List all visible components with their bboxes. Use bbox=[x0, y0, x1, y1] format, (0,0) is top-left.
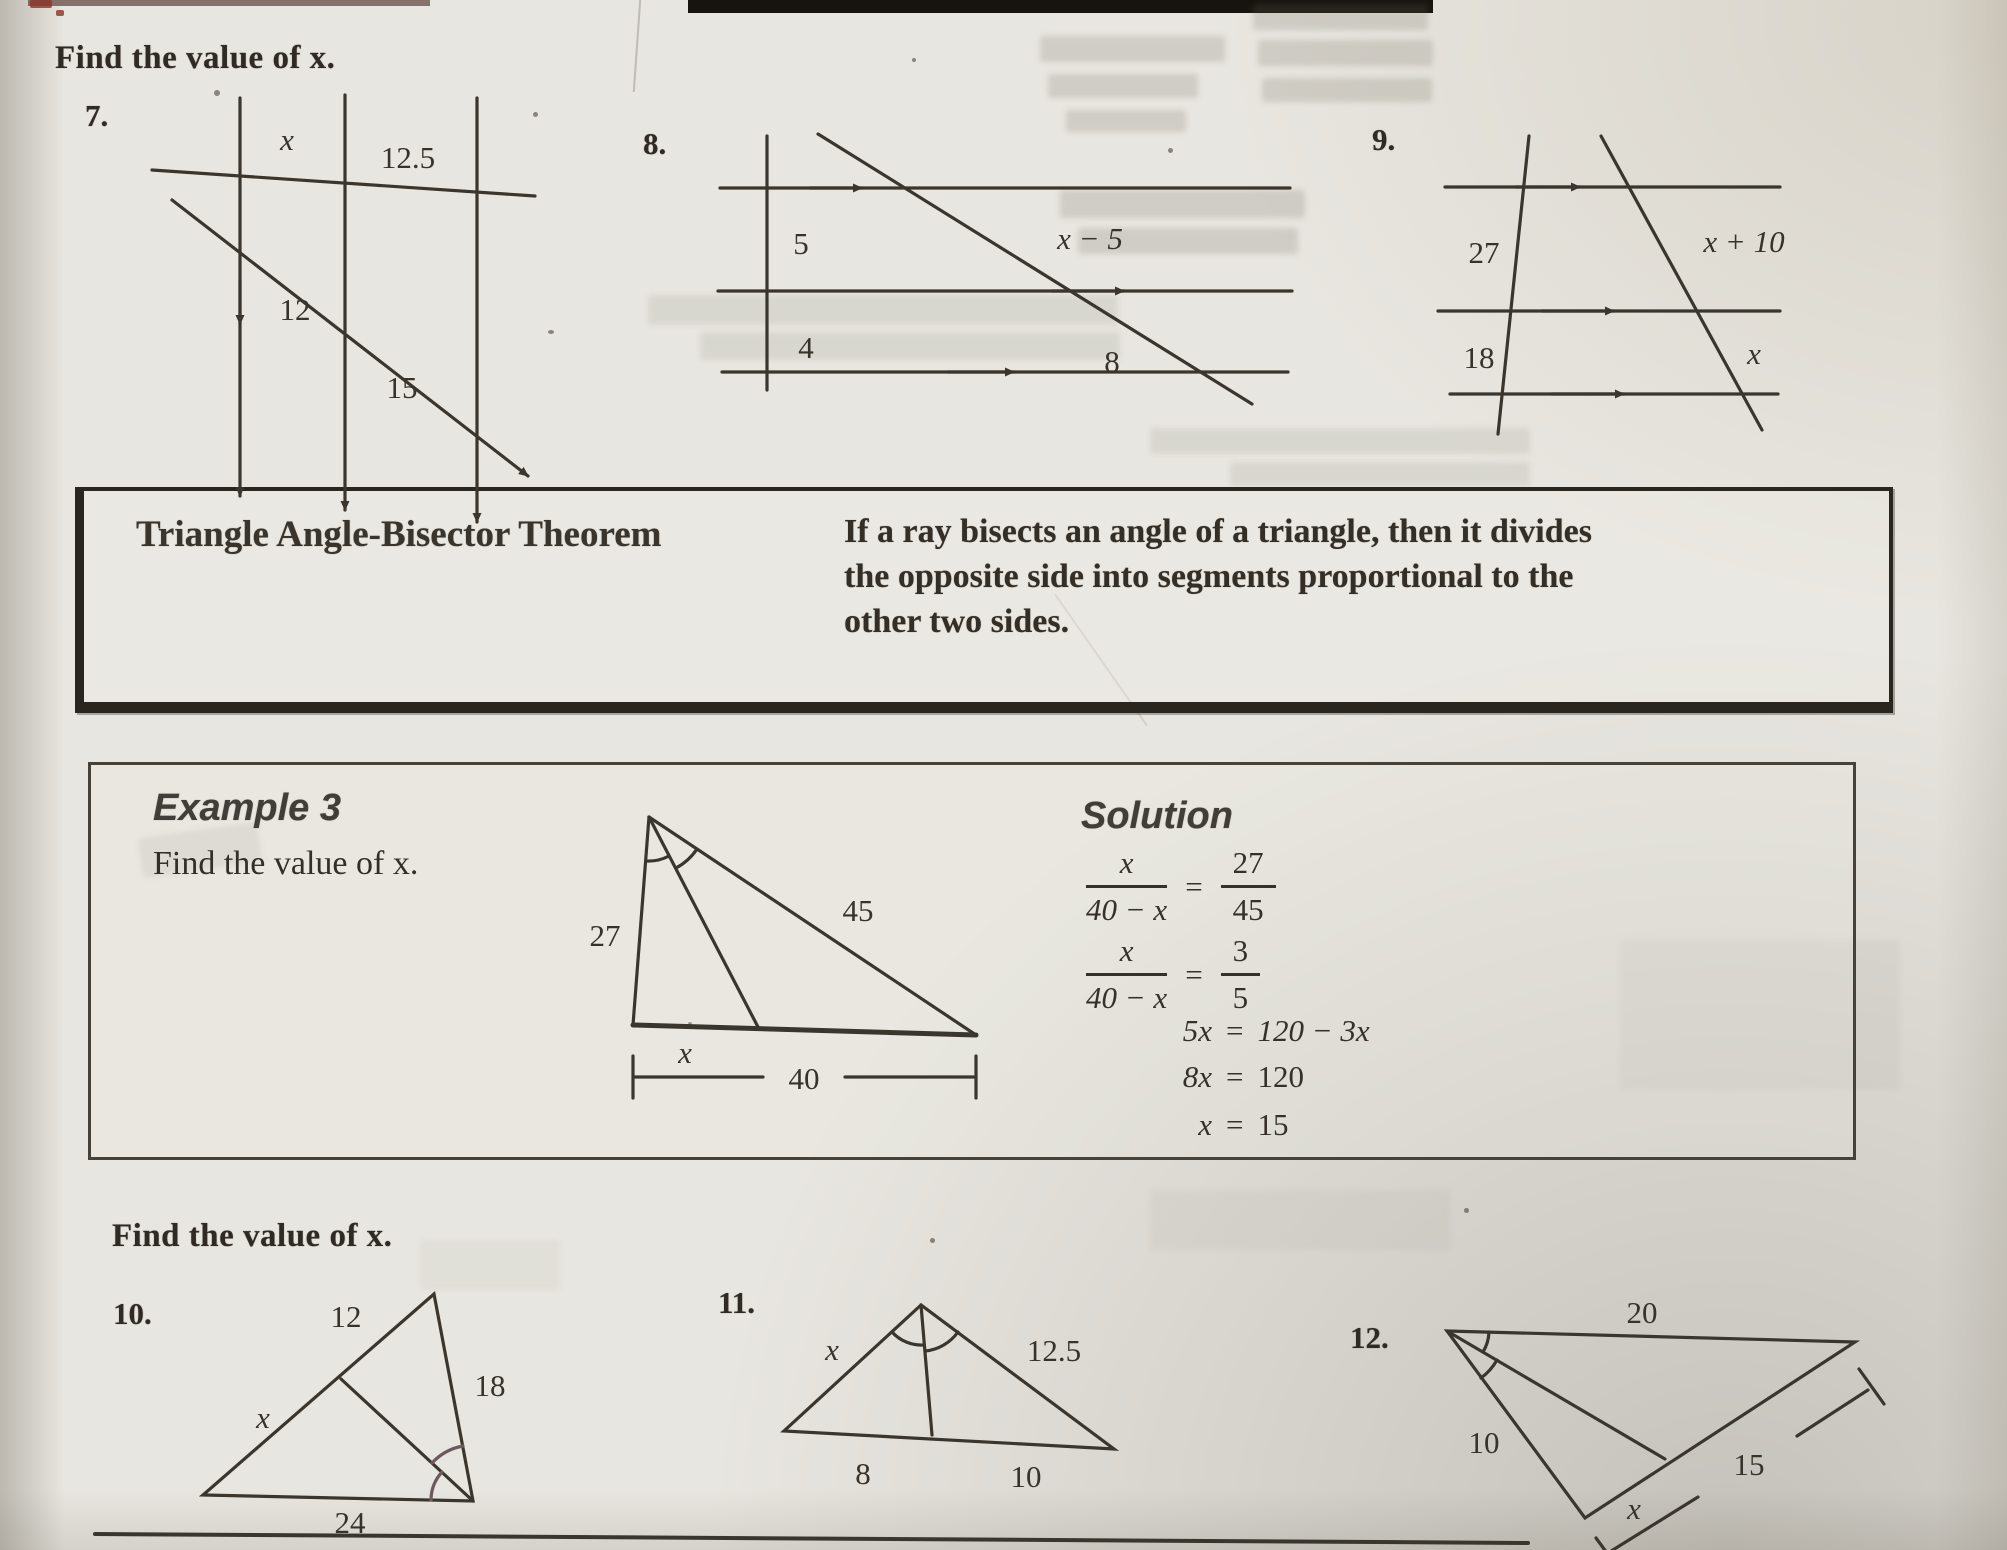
bleedthrough-text bbox=[1066, 110, 1186, 132]
p10-label-24: 24 bbox=[334, 1505, 366, 1540]
problem-12-diagram bbox=[1447, 1295, 1884, 1550]
p9-label-x: x bbox=[1747, 336, 1761, 371]
problem-11-number: 11. bbox=[718, 1285, 756, 1320]
p11-label-12-5: 12.5 bbox=[1026, 1333, 1082, 1368]
theorem-box bbox=[75, 487, 1893, 713]
scan-speck bbox=[30, 0, 52, 8]
p11-label-10: 10 bbox=[1010, 1459, 1042, 1494]
example-label-27: 27 bbox=[589, 918, 621, 953]
p7-label-x: x bbox=[280, 122, 294, 157]
ink-speck bbox=[214, 90, 220, 96]
transversal-line bbox=[152, 170, 535, 196]
problem-10-diagram bbox=[203, 1294, 506, 1540]
bleedthrough-text bbox=[1060, 190, 1305, 218]
ink-speck bbox=[1168, 148, 1173, 153]
triangle bbox=[1447, 1331, 1855, 1518]
p11-label-x: x bbox=[825, 1332, 839, 1367]
equation-rhs: 15 bbox=[1257, 1107, 1289, 1142]
p9-label-x-plus-10: x + 10 bbox=[1703, 224, 1785, 259]
equation-lhs: 8x bbox=[1182, 1059, 1212, 1094]
p12-label-20: 20 bbox=[1626, 1295, 1658, 1330]
bleedthrough-text bbox=[648, 295, 1118, 325]
theorem-title: Triangle Angle-Bisector Theorem bbox=[136, 514, 662, 555]
equals-sign: = bbox=[1185, 868, 1203, 904]
bleedthrough-text bbox=[1262, 78, 1432, 102]
scan-speck bbox=[56, 10, 64, 16]
fraction-numerator: x bbox=[1086, 933, 1167, 976]
solution-title: Solution bbox=[1081, 795, 1233, 837]
angle-arc bbox=[1481, 1360, 1497, 1378]
fraction-denominator: 40 − x bbox=[1086, 892, 1168, 927]
fraction-numerator: 27 bbox=[1221, 845, 1276, 888]
p7-label-15: 15 bbox=[386, 370, 418, 405]
equation-1 bbox=[1086, 845, 1276, 928]
equation-rhs: 120 − 3x bbox=[1257, 1013, 1370, 1048]
p9-label-18: 18 bbox=[1463, 340, 1495, 375]
p7-label-12: 12 bbox=[279, 292, 311, 327]
p8-label-5: 5 bbox=[793, 226, 809, 261]
ink-speck bbox=[1464, 1208, 1469, 1213]
bleedthrough-mark bbox=[1150, 1190, 1450, 1250]
fraction bbox=[1086, 933, 1167, 1016]
bleedthrough-text bbox=[1150, 428, 1530, 454]
equation-5 bbox=[1136, 1107, 1288, 1143]
angle-arc bbox=[925, 1332, 958, 1351]
bleedthrough-text bbox=[1040, 36, 1225, 62]
bleedthrough-text bbox=[1078, 228, 1298, 254]
problem-9-number: 9. bbox=[1372, 122, 1396, 157]
p12-label-10: 10 bbox=[1468, 1425, 1500, 1460]
example-box bbox=[88, 762, 1856, 1160]
theorem-line-2: the opposite side into segments proportional to the bbox=[844, 558, 1574, 595]
p10-label-12: 12 bbox=[330, 1299, 362, 1334]
equation-lhs: 5x bbox=[1182, 1013, 1212, 1048]
bleedthrough-text bbox=[1048, 74, 1198, 98]
p10-label-18: 18 bbox=[474, 1368, 506, 1403]
angle-arc bbox=[432, 1446, 463, 1463]
equation-lhs: x bbox=[1198, 1107, 1212, 1142]
scan-crease bbox=[633, 0, 641, 92]
equation-3 bbox=[1136, 1013, 1370, 1049]
problem-8-diagram bbox=[718, 134, 1292, 404]
fraction bbox=[1086, 845, 1167, 928]
fraction-denominator: 40 − x bbox=[1086, 980, 1168, 1015]
transversal-line bbox=[1498, 136, 1529, 434]
horizontal-rule bbox=[95, 1534, 1528, 1543]
bleedthrough-text bbox=[1258, 40, 1433, 66]
angle-arc bbox=[892, 1332, 924, 1345]
p9-label-27: 27 bbox=[1468, 235, 1500, 270]
problem-10-number: 10. bbox=[113, 1296, 152, 1331]
measure-line bbox=[1608, 1497, 1698, 1550]
example-title: Example 3 bbox=[153, 787, 341, 829]
equals-sign: = bbox=[1226, 1107, 1244, 1142]
p8-label-8: 8 bbox=[1104, 344, 1120, 379]
p7-label-12-5: 12.5 bbox=[380, 140, 436, 175]
fraction-numerator: x bbox=[1086, 845, 1167, 888]
angle-bisector bbox=[341, 1379, 473, 1501]
page-title: Find the value of x. bbox=[55, 40, 336, 76]
problem-7-diagram bbox=[152, 95, 535, 522]
bleedthrough-text bbox=[700, 332, 1120, 360]
bleedthrough-text bbox=[1230, 462, 1530, 486]
transversal-line bbox=[1601, 136, 1762, 430]
problem-7-number: 7. bbox=[85, 98, 109, 133]
angle-arc bbox=[431, 1472, 442, 1500]
bleedthrough-text bbox=[1253, 4, 1428, 30]
theorem-line-3: other two sides. bbox=[844, 603, 1070, 640]
theorem-line-1: If a ray bisects an angle of a triangle, then it divides bbox=[844, 513, 1592, 550]
equals-sign: = bbox=[1226, 1059, 1244, 1094]
p11-label-8: 8 bbox=[855, 1456, 871, 1491]
equation-4 bbox=[1136, 1059, 1304, 1095]
triangle bbox=[784, 1305, 1114, 1449]
transversal-line bbox=[172, 200, 528, 476]
example-label-40: 40 bbox=[788, 1061, 820, 1096]
triangle bbox=[203, 1294, 473, 1501]
p10-label-x: x bbox=[256, 1400, 270, 1435]
ink-speck bbox=[930, 1238, 935, 1243]
p12-label-x: x bbox=[1627, 1491, 1641, 1526]
fraction bbox=[1221, 933, 1261, 1016]
angle-bisector bbox=[1447, 1331, 1665, 1459]
problem-11-diagram bbox=[784, 1305, 1114, 1494]
problem-12-number: 12. bbox=[1350, 1320, 1389, 1355]
angle-bisector bbox=[921, 1305, 932, 1435]
ink-speck bbox=[548, 330, 554, 334]
equals-sign: = bbox=[1226, 1013, 1244, 1048]
fraction-denominator: 5 bbox=[1232, 980, 1249, 1015]
equals-sign: = bbox=[1185, 956, 1203, 992]
ink-speck bbox=[533, 112, 538, 117]
p8-label-x-minus-5: x − 5 bbox=[1057, 221, 1123, 256]
problem-8-number: 8. bbox=[643, 126, 667, 161]
theorem-statement bbox=[844, 509, 1854, 644]
example-label-45: 45 bbox=[842, 893, 874, 928]
section-heading: Find the value of x. bbox=[112, 1218, 393, 1254]
measure-tick bbox=[1859, 1369, 1884, 1404]
equation-rhs: 120 bbox=[1257, 1059, 1304, 1094]
example-prompt: Find the value of x. bbox=[153, 845, 419, 882]
p12-label-15: 15 bbox=[1733, 1447, 1765, 1482]
measure-line bbox=[1797, 1390, 1868, 1436]
measure-tick bbox=[1596, 1538, 1621, 1550]
fraction bbox=[1221, 845, 1276, 928]
ink-speck bbox=[912, 58, 916, 62]
angle-arc bbox=[1483, 1332, 1489, 1352]
fraction-denominator: 45 bbox=[1232, 892, 1264, 927]
transversal-line bbox=[818, 134, 1252, 404]
p8-label-4: 4 bbox=[798, 330, 814, 365]
fraction-numerator: 3 bbox=[1221, 933, 1261, 976]
equation-2 bbox=[1086, 933, 1260, 1016]
problem-9-diagram bbox=[1438, 136, 1785, 434]
bleedthrough-mark bbox=[420, 1240, 560, 1290]
scan-edge-bar bbox=[28, 0, 430, 6]
example-label-x: x bbox=[678, 1035, 692, 1070]
